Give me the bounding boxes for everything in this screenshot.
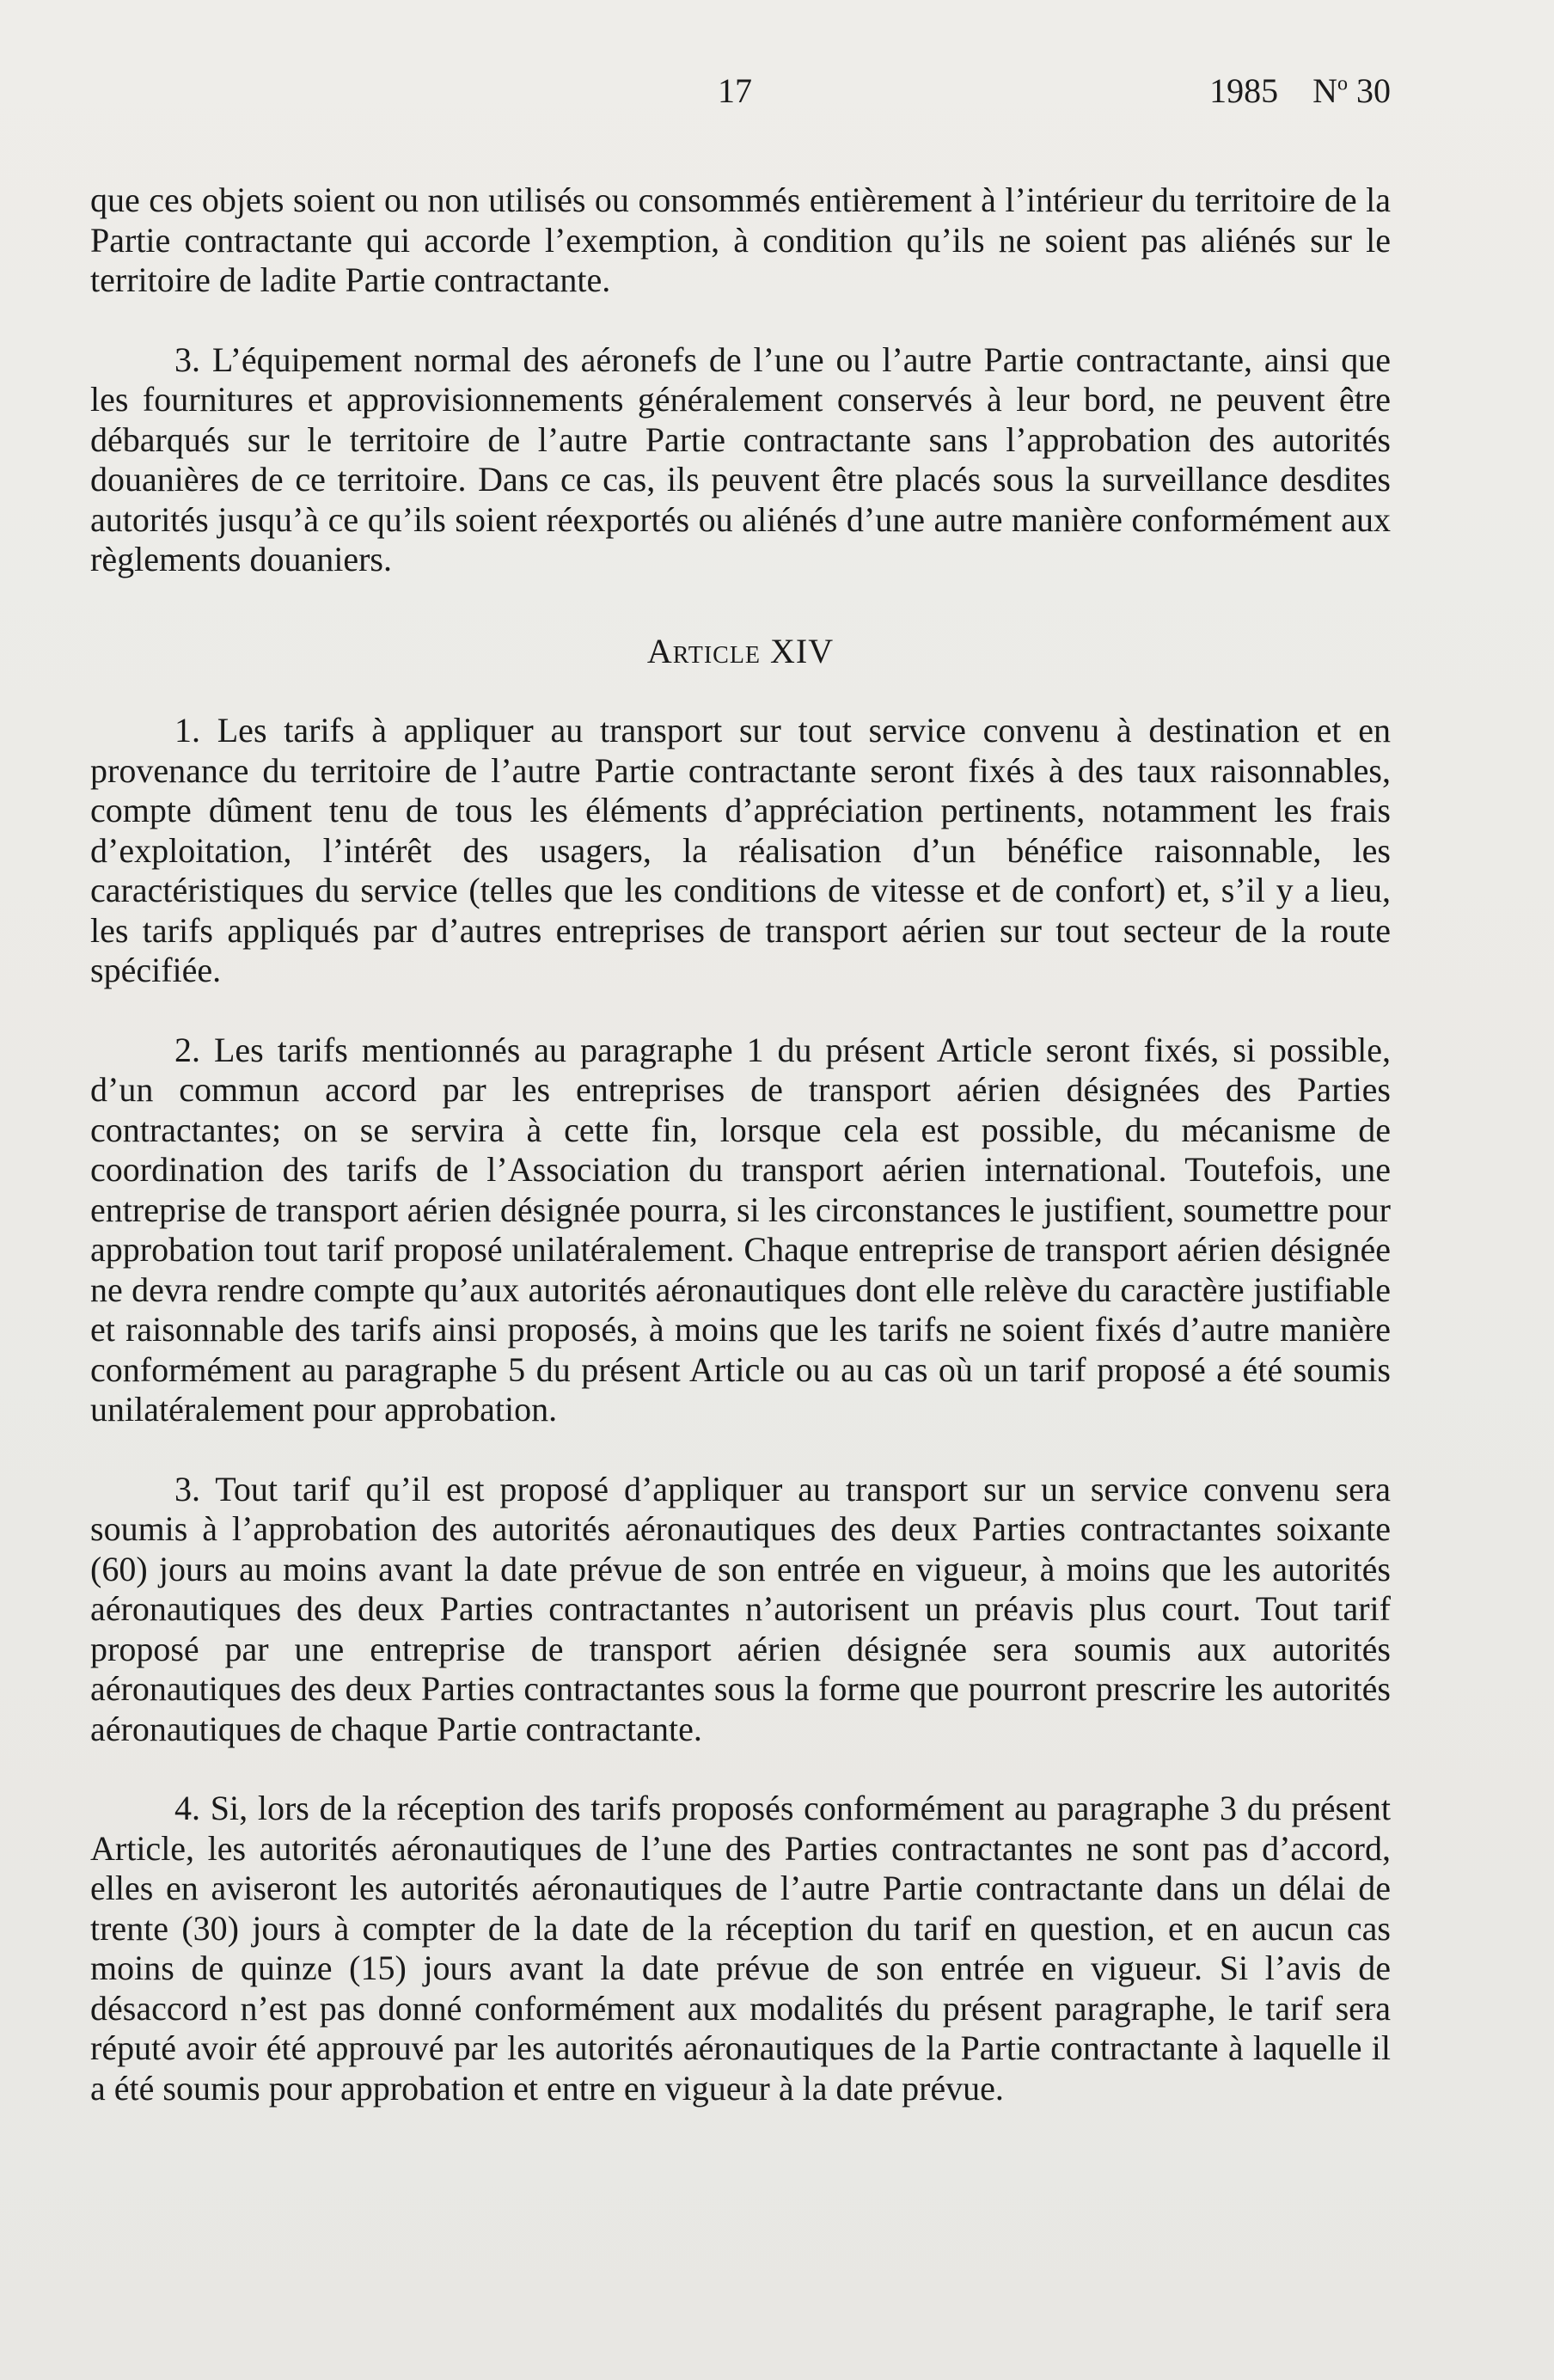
page-header <box>90 70 1391 122</box>
page-number: 17 <box>718 71 752 110</box>
issue-year: 1985 <box>1209 71 1279 110</box>
issue-number: 30 <box>1348 71 1391 110</box>
document-body <box>90 180 1391 2148</box>
issue-superscript: o <box>1337 72 1348 95</box>
article-paragraph-4: 4. Si, lors de la réception des tarifs proposés conformément au paragraphe 3 du présent Article, les autorités aéronautiques de l’une des Parties contractantes ne sont pas d’accord, elles en aviseront les autorités aéronautiques de l’autre Partie contractante dans un délai de trente (30) jours à compter de la date de la réception du tarif en question, et en aucun cas moins de quinze (15) jours avant la date prévue de son entrée en vigueur. Si l’avis de désaccord n’est pas donné conformément aux modalités du présent paragraphe, le tarif sera réputé avoir été approuvé par les autorités aéronautiques de la Partie contractante à laquelle il a été soumis pour approbation et entre en vigueur à la date prévue. <box>90 1789 1391 2108</box>
paragraph-continuation: que ces objets soient ou non utilisés ou consommés entièrement à l’intérieur du territoire de la Partie contractante qui accorde l’exemption, à condition qu’ils ne soient pas aliénés sur le territoire de ladite Partie contractante. <box>90 180 1391 299</box>
article-paragraph-1: 1. Les tarifs à appliquer au transport sur tout service convenu à destination et en provenance du territoire de l’autre Partie contractante seront fixés à des taux raisonnables, compte dûment tenu de tous les éléments d’appréciation pertinents, notamment les frais d’exploitation, l’intérêt des usagers, la réalisation d’un bénéfice raisonnable, les caractéristiques du service (telles que les conditions de vitesse et de confort) et, s’il y a lieu, les tarifs appliqués par d’autres entreprises de transport aérien sur tout secteur de la route spécifiée. <box>90 711 1391 989</box>
article-heading: Article XIV <box>646 631 835 670</box>
article-paragraph-3: 3. Tout tarif qu’il est proposé d’appliquer au transport sur un service convenu sera soumis à l’approbation des autorités aéronautiques des deux Parties contractantes soixante (60) jours au moins avant la date prévue de son entrée en vigueur, à moins que les autorités aéronautiques des deux Parties contractantes n’autorisent un préavis plus court. Tout tarif proposé par une entreprise de transport aérien désignée sera soumis aux autorités aéronautiques des deux Parties contractantes sous la forme que pourront prescrire les autorités aéronautiques de chaque Partie contractante. <box>90 1469 1391 1748</box>
issue-reference <box>1209 70 1391 111</box>
article-paragraph-2: 2. Les tarifs mentionnés au paragraphe 1 du présent Article seront fixés, si possible, d’un commun accord par les entreprises de transport aérien désignées des Parties contractantes; on se servira à cette fin, lorsque cela est possible, du mécanisme de coordination des tarifs de l’Association du transport aérien international. Toutefois, une entreprise de transport aérien désignée pourra, si les circonstances le justifient, soumettre pour approbation tout tarif proposé unilatéralement. Chaque entreprise de transport aérien désignée ne devra rendre compte qu’aux autorités aéronautiques dont elle relève du caractère justifiable et raisonnable des tarifs ainsi proposés, à moins que les tarifs ne soient fixés d’autre manière conformément au paragraphe 5 du présent Article ou au cas où un tarif proposé a été soumis unilatéralement pour approbation. <box>90 1030 1391 1429</box>
issue-prefix: N <box>1312 71 1337 110</box>
paragraph-3-equipment: 3. L’équipement normal des aéronefs de l’une ou l’autre Partie contractante, ainsi que les fournitures et approvisionnements généralement conservés à leur bord, ne peuvent être débarqués sur le territoire de l’autre Partie contractante sans l’approbation des autorités douanières de ce territoire. Dans ce cas, ils peuvent être placés sous la surveillance desdites autorités jusqu’à ce qu’ils soient réexportés ou aliénés d’une autre manière conformément aux règlements douaniers. <box>90 340 1391 578</box>
